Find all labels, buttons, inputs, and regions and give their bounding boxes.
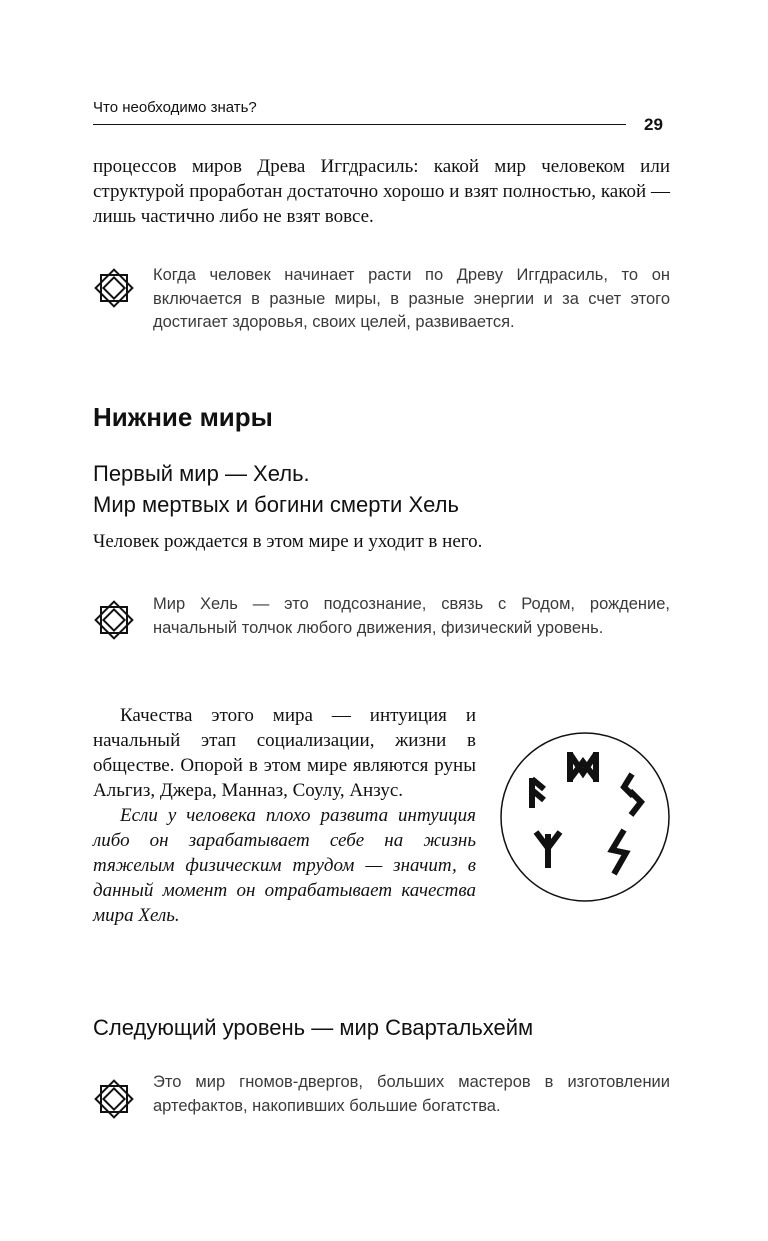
hel-qualities-italic: Если у человека плохо развита интуиция либо он зарабатывает себе на жизнь тяжелым физическим трудом — значит, в данный момент он отрабатывает качества мира Хель.: [93, 805, 476, 926]
note-hel: Мир Хель — это подсознание, связь с Родом, рождение, начальный толчок любого движения, физический уровень.: [153, 595, 670, 637]
header-rule: [93, 124, 626, 125]
hel-qualities-text: Качества этого мира — интуиция и начальный этап социализации, жизни в обществе. Опорой в этом мире являются руны Альгиз, Джера, Манназ, Соулу, Анзус.: [93, 705, 476, 801]
hel-heading-line1: Первый мир — Хель.: [93, 461, 310, 486]
note-growth: Когда человек начинает расти по Древу Иггдрасиль, то он включается в разные миры, в разные энергии и за счет этого достигает здоровья, своих целей, развивается.: [153, 266, 670, 331]
note-star-icon: [92, 598, 136, 642]
sowulo-rune: [612, 830, 626, 874]
jera-rune: [624, 774, 641, 815]
ansuz-rune: [532, 778, 544, 808]
hel-heading: [93, 458, 459, 520]
section-heading: Нижние миры: [93, 402, 273, 432]
note-svartalfheim: Это мир гномов-двергов, больших мастеров в изготовлении артефактов, накопивших большие богатства.: [153, 1073, 670, 1115]
intro-paragraph: процессов миров Древа Иггдрасиль: какой мир человеком или структурой проработан достаточно хорошо и взят полностью, какой — лишь частично либо не взят вовсе.: [93, 156, 670, 227]
running-head: Что необходимо знать?: [93, 99, 257, 116]
page-number: 29: [644, 115, 663, 134]
hel-lead: Человек рождается в этом мире и уходит в него.: [93, 531, 483, 552]
note-star-icon: [92, 1077, 136, 1121]
note-star-icon: [92, 266, 136, 310]
mannaz-rune: [570, 752, 596, 782]
hel-heading-line2: Мир мертвых и богини смерти Хель: [93, 492, 459, 517]
algiz-rune: [536, 832, 560, 868]
hel-qualities: [93, 703, 476, 928]
rune-circle-outline: [501, 733, 669, 901]
rune-circle-figure: [500, 732, 670, 902]
svartalfheim-heading: Следующий уровень — мир Свартальхейм: [93, 1015, 534, 1040]
